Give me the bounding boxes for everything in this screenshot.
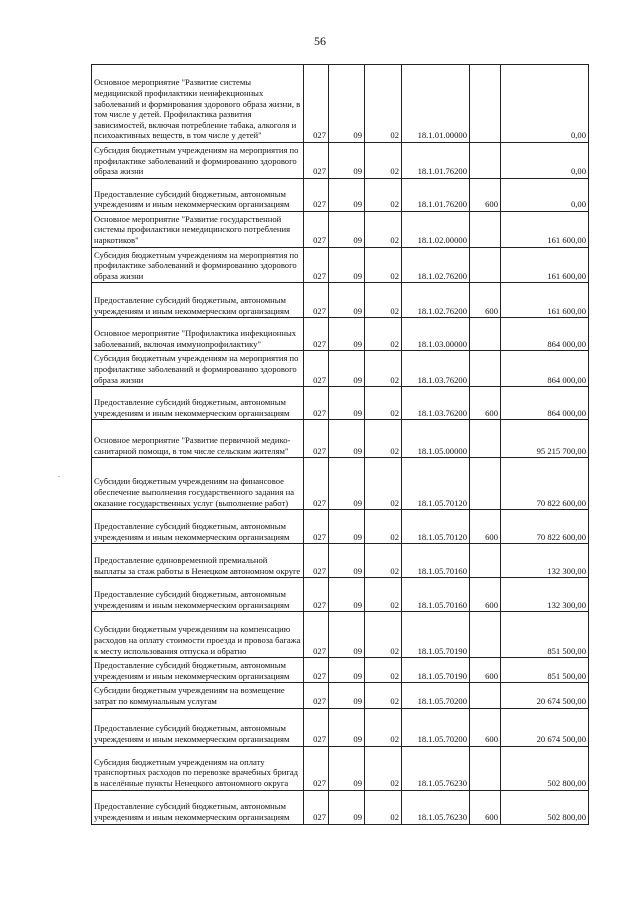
row-name: Субсидии бюджетным учреждениям на возмещение затрат по коммунальным услугам xyxy=(92,683,304,708)
row-name: Субсидии бюджетным учреждениям на финансовое обеспечение выполнения государственного задания на оказание государственных услуг (выполнение работ) xyxy=(92,458,304,510)
amount: 95 215 700,00 xyxy=(501,420,589,458)
section-code: 09 xyxy=(329,790,365,824)
amount: 20 674 500,00 xyxy=(501,683,589,708)
subsection-code: 02 xyxy=(365,211,402,247)
target-article: 18.1.03.76200 xyxy=(402,351,470,387)
ministry-code: 027 xyxy=(304,458,329,510)
section-code: 09 xyxy=(329,211,365,247)
target-article: 18.1.02.76200 xyxy=(402,283,470,318)
table-row xyxy=(92,790,589,824)
row-name: Предоставление субсидий бюджетным, автономным учреждениям и иным некоммерческим организациям xyxy=(92,578,304,612)
section-code: 09 xyxy=(329,351,365,387)
subsection-code: 02 xyxy=(365,790,402,824)
ministry-code: 027 xyxy=(304,683,329,708)
ministry-code: 027 xyxy=(304,247,329,283)
section-code: 09 xyxy=(329,612,365,658)
subsection-code: 02 xyxy=(365,65,402,143)
budget-table xyxy=(91,64,589,825)
ministry-code: 027 xyxy=(304,746,329,790)
section-code: 09 xyxy=(329,318,365,351)
ministry-code: 027 xyxy=(304,544,329,578)
subsection-code: 02 xyxy=(365,746,402,790)
section-code: 09 xyxy=(329,458,365,510)
section-code: 09 xyxy=(329,683,365,708)
table-row xyxy=(92,544,589,578)
page-number: 56 xyxy=(314,34,326,48)
subsection-code: 02 xyxy=(365,708,402,746)
target-article: 18.1.05.70190 xyxy=(402,612,470,658)
subsection-code: 02 xyxy=(365,612,402,658)
amount: 161 600,00 xyxy=(501,283,589,318)
ministry-code: 027 xyxy=(304,790,329,824)
ministry-code: 027 xyxy=(304,178,329,211)
section-code: 09 xyxy=(329,247,365,283)
expense-type xyxy=(470,612,501,658)
section-code: 09 xyxy=(329,420,365,458)
expense-type: 600 xyxy=(470,578,501,612)
expense-type xyxy=(470,65,501,143)
target-article: 18.1.05.70160 xyxy=(402,544,470,578)
table-row xyxy=(92,658,589,683)
row-name: Предоставление субсидий бюджетным, автономным учреждениям и иным некоммерческим организациям xyxy=(92,178,304,211)
section-code: 09 xyxy=(329,283,365,318)
ministry-code: 027 xyxy=(304,578,329,612)
table-row xyxy=(92,510,589,544)
subsection-code: 02 xyxy=(365,544,402,578)
target-article: 18.1.05.70120 xyxy=(402,458,470,510)
table-row xyxy=(92,387,589,420)
margin-mark: . xyxy=(58,470,60,479)
expense-type xyxy=(470,351,501,387)
subsection-code: 02 xyxy=(365,178,402,211)
table-row xyxy=(92,283,589,318)
section-code: 09 xyxy=(329,746,365,790)
subsection-code: 02 xyxy=(365,578,402,612)
subsection-code: 02 xyxy=(365,247,402,283)
subsection-code: 02 xyxy=(365,510,402,544)
section-code: 09 xyxy=(329,65,365,143)
section-code: 09 xyxy=(329,658,365,683)
target-article: 18.1.05.70190 xyxy=(402,658,470,683)
ministry-code: 027 xyxy=(304,65,329,143)
table-row xyxy=(92,708,589,746)
section-code: 09 xyxy=(329,143,365,179)
expense-type: 600 xyxy=(470,178,501,211)
ministry-code: 027 xyxy=(304,351,329,387)
amount: 20 674 500,00 xyxy=(501,708,589,746)
amount: 851 500,00 xyxy=(501,658,589,683)
expense-type xyxy=(470,420,501,458)
row-name: Субсидия бюджетным учреждениям на мероприятия по профилактике заболеваний и формированию здорового образа жизни xyxy=(92,143,304,179)
subsection-code: 02 xyxy=(365,420,402,458)
expense-type: 600 xyxy=(470,387,501,420)
section-code: 09 xyxy=(329,510,365,544)
subsection-code: 02 xyxy=(365,387,402,420)
table-row xyxy=(92,458,589,510)
table-row xyxy=(92,318,589,351)
expense-type xyxy=(470,143,501,179)
target-article: 18.1.05.76230 xyxy=(402,746,470,790)
ministry-code: 027 xyxy=(304,387,329,420)
expense-type: 600 xyxy=(470,658,501,683)
row-name: Предоставление субсидий бюджетным, автономным учреждениям и иным некоммерческим организациям xyxy=(92,510,304,544)
ministry-code: 027 xyxy=(304,318,329,351)
subsection-code: 02 xyxy=(365,143,402,179)
row-name: Субсидия бюджетным учреждениям на мероприятия по профилактике заболеваний и формированию здорового образа жизни xyxy=(92,351,304,387)
expense-type xyxy=(470,746,501,790)
amount: 70 822 600,00 xyxy=(501,510,589,544)
target-article: 18.1.03.76200 xyxy=(402,387,470,420)
row-name: Основное мероприятие "Развитие первичной медико-санитарной помощи, в том числе сельским жителям" xyxy=(92,420,304,458)
row-name: Предоставление субсидий бюджетным, автономным учреждениям и иным некоммерческим организациям xyxy=(92,790,304,824)
expense-type xyxy=(470,683,501,708)
amount: 502 800,00 xyxy=(501,790,589,824)
amount: 0,00 xyxy=(501,65,589,143)
amount: 851 500,00 xyxy=(501,612,589,658)
amount: 161 600,00 xyxy=(501,211,589,247)
amount: 132 300,00 xyxy=(501,544,589,578)
row-name: Предоставление субсидий бюджетным, автономным учреждениям и иным некоммерческим организациям xyxy=(92,658,304,683)
table-row xyxy=(92,351,589,387)
target-article: 18.1.05.70200 xyxy=(402,708,470,746)
row-name: Субсидия бюджетным учреждениям на оплату транспортных расходов по перевозке врачебных бригад в населённые пункты Ненецкого автономного округа xyxy=(92,746,304,790)
table-row xyxy=(92,211,589,247)
row-name: Предоставление субсидий бюджетным, автономным учреждениям и иным некоммерческим организациям xyxy=(92,387,304,420)
expense-type xyxy=(470,247,501,283)
row-name: Субсидии бюджетным учреждениям на компенсацию расходов на оплату стоимости проезда и провоза багажа к месту использования отпуска и обратно xyxy=(92,612,304,658)
ministry-code: 027 xyxy=(304,510,329,544)
amount: 70 822 600,00 xyxy=(501,458,589,510)
row-name: Основное мероприятие "Развитие государственной системы профилактики немедицинского потребления наркотиков" xyxy=(92,211,304,247)
subsection-code: 02 xyxy=(365,683,402,708)
table-row xyxy=(92,143,589,179)
amount: 864 000,00 xyxy=(501,318,589,351)
amount: 161 600,00 xyxy=(501,247,589,283)
row-name: Предоставление субсидий бюджетным, автономным учреждениям и иным некоммерческим организациям xyxy=(92,283,304,318)
amount: 502 800,00 xyxy=(501,746,589,790)
table-row xyxy=(92,746,589,790)
amount: 132 300,00 xyxy=(501,578,589,612)
target-article: 18.1.01.76200 xyxy=(402,178,470,211)
target-article: 18.1.01.00000 xyxy=(402,65,470,143)
row-name: Основное мероприятие "Развитие системы медицинской профилактики неинфекционных заболеваний и формирования здорового образа жизни, в том числе у детей. Профилактика развития зависимостей, включая потребление табака, алкоголя и психоактивных веществ, в том числе у детей" xyxy=(92,65,304,143)
expense-type xyxy=(470,458,501,510)
target-article: 18.1.05.76230 xyxy=(402,790,470,824)
ministry-code: 027 xyxy=(304,143,329,179)
expense-type xyxy=(470,211,501,247)
expense-type xyxy=(470,544,501,578)
ministry-code: 027 xyxy=(304,612,329,658)
subsection-code: 02 xyxy=(365,283,402,318)
target-article: 18.1.02.76200 xyxy=(402,247,470,283)
target-article: 18.1.05.00000 xyxy=(402,420,470,458)
expense-type: 600 xyxy=(470,283,501,318)
section-code: 09 xyxy=(329,578,365,612)
target-article: 18.1.05.70120 xyxy=(402,510,470,544)
row-name: Предоставление единовременной премиальной выплаты за стаж работы в Ненецком автономном округе xyxy=(92,544,304,578)
target-article: 18.1.03.00000 xyxy=(402,318,470,351)
amount: 864 000,00 xyxy=(501,387,589,420)
table-row xyxy=(92,247,589,283)
amount: 0,00 xyxy=(501,143,589,179)
expense-type xyxy=(470,318,501,351)
table-row xyxy=(92,612,589,658)
subsection-code: 02 xyxy=(365,351,402,387)
section-code: 09 xyxy=(329,178,365,211)
ministry-code: 027 xyxy=(304,708,329,746)
amount: 0,00 xyxy=(501,178,589,211)
section-code: 09 xyxy=(329,544,365,578)
subsection-code: 02 xyxy=(365,318,402,351)
table-row xyxy=(92,65,589,143)
table-row xyxy=(92,578,589,612)
table-row xyxy=(92,683,589,708)
ministry-code: 027 xyxy=(304,658,329,683)
ministry-code: 027 xyxy=(304,211,329,247)
subsection-code: 02 xyxy=(365,458,402,510)
section-code: 09 xyxy=(329,387,365,420)
section-code: 09 xyxy=(329,708,365,746)
expense-type: 600 xyxy=(470,510,501,544)
table-body xyxy=(92,65,589,825)
row-name: Субсидия бюджетным учреждениям на мероприятия по профилактике заболеваний и формированию здорового образа жизни xyxy=(92,247,304,283)
target-article: 18.1.05.70160 xyxy=(402,578,470,612)
row-name: Основное мероприятие "Профилактика инфекционных заболеваний, включая иммунопрофилактику" xyxy=(92,318,304,351)
target-article: 18.1.05.70200 xyxy=(402,683,470,708)
expense-type: 600 xyxy=(470,790,501,824)
ministry-code: 027 xyxy=(304,420,329,458)
target-article: 18.1.02.00000 xyxy=(402,211,470,247)
table-row xyxy=(92,178,589,211)
amount: 864 000,00 xyxy=(501,351,589,387)
target-article: 18.1.01.76200 xyxy=(402,143,470,179)
row-name: Предоставление субсидий бюджетным, автономным учреждениям и иным некоммерческим организациям xyxy=(92,708,304,746)
subsection-code: 02 xyxy=(365,658,402,683)
ministry-code: 027 xyxy=(304,283,329,318)
expense-type: 600 xyxy=(470,708,501,746)
table-row xyxy=(92,420,589,458)
